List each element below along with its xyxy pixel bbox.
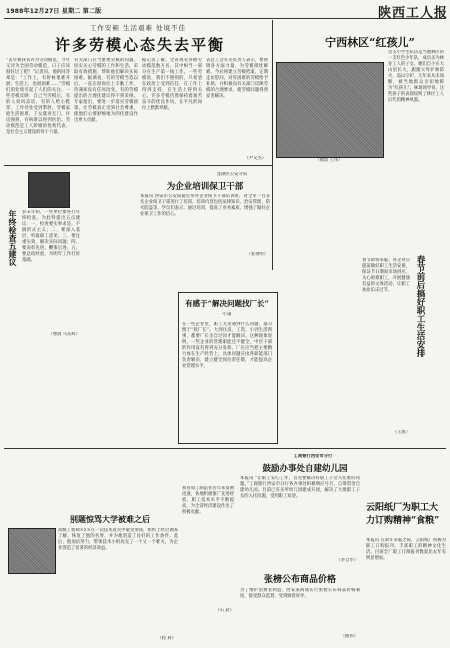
nursery-headline: 鼓励办事处自建幼儿园 — [262, 464, 348, 474]
sidebar-byline: （曹润 马东辉） — [48, 332, 80, 337]
section-rule-1 — [4, 165, 272, 166]
lead-kicker: 工作安顿 生活艰难 处境不佳 — [89, 24, 187, 32]
train-headline: 为企业培训保卫干部 — [166, 182, 244, 192]
lead-body-col2: 有关部门应当重视劳模的问题，切实关心劳模的工作和生活，采取有效措施，帮助他们解决实际困难。据调查，有的劳模当选以后，一直在原岗位上辛勤工作，待遇却没有任何改变。有的劳模提出的合理化建议得不到采纳。专家指出，要进一步落实劳模政策，让劳模真正受到社会尊重，使他们心情舒畅地为四化建设作出更大贡献。 — [74, 58, 138, 123]
market-body: 为了维护消费者利益，西安某商场实行张榜公布商品价格制度，接受群众监督，受到顾客好评。 — [240, 588, 360, 599]
market-headline: 张榜公布商品价格 — [263, 575, 336, 585]
lead-body-col3: 据记者了解，全省现有各级劳动模范数万名，其中相当一部分在生产第一线工作。一些劳模说，我们不图别的，只希望在政治上受到信任，在工作上得到支持，在生活上得到关心。许多劳模仍然保持着艰苦奋斗的优良作风，在平凡的岗位上默默奉献。 — [142, 58, 202, 111]
nursery-byline: （李自华） — [336, 558, 358, 563]
girl-photo-caption: （摄影 王伟） — [315, 158, 343, 163]
middle-body: 我省加工制造业近年来发展迅速，各地积极推广先进经验，职工技术水平不断提高，为全省经济建设作出了积极贡献。 — [182, 486, 234, 515]
sidebar-body: 岁末年初，一些单位要进行年终检查。为此特提出五点建议：一、检查要实事求是，不搞形式主义；二、要深入基层，听取职工意见；三、要注重实效，解决实际问题；四、要表彰先进，鞭策后进；五、要总结经验，为明年工作打好基础。 — [22, 210, 80, 263]
cloud-body: 本报讯 在新年来临之际，云阳纸厂积极为职工订购报刊，丰富职工的精神文化生活。目前全厂职工订阅报刊数量比去年有明显增加。 — [366, 538, 446, 561]
masthead-rule — [4, 18, 446, 19]
section-rule-2 — [4, 448, 446, 449]
solve-body: 在一些企业里，职工无论遇到什么问题，都习惯于“找厂长”。大到住房、工资，小到生活琐事，都要厂长亲自过问才能解决。这种现象说明，一些企业的管理职能还不健全，中层干部的作用没有得到充分发挥。厂长应当把主要精力放在生产经营上，具体问题应由各职能部门负责解决，建立健全岗位责任制，才能提高企业管理水平。 — [182, 322, 272, 369]
gao-body: 高级工程师×××在一次技术攻关中蒙受委屈，组织上经过调查了解，恢复了他的名誉，并为他创造了良好的工作条件。此后，他加倍努力，带领技术小组攻克了一个又一个难关，为企业创造了显著的经济效益。 — [58, 528, 178, 551]
gao-byline: （程 莉） — [157, 636, 176, 641]
sidebar-title: 年终检查五建议 — [8, 210, 18, 266]
train-kicker: 莲湖区公安分局 — [216, 172, 248, 177]
gao-headline: 别题惊骂大学被难之后 — [70, 514, 150, 524]
train-byline: （张勇明） — [246, 252, 268, 257]
lead-headline: 许多劳模心态失去平衡 — [54, 36, 225, 54]
spring-title: 春节前后搞好职工生活安排 — [415, 255, 425, 357]
girl-headline: 宁西林区“红孩儿” — [325, 36, 415, 49]
lead-body-col4: 省总工会有关负责人表示，要协调各方面力量，为劳模排忧解难。今后将建立劳模档案，定期走访慰问，对有困难的劳模给予补助，并积极向有关部门反映劳模的合理要求，使劳模问题得到妥善解决。 — [206, 58, 268, 99]
girl-body: 这支小学生队伍是当地林区的一支红色少年队，成员多为林业工人的子女。她们自小在大山里长大，跟随父母护林防火，巡山守护，几年来从未间断，被当地群众亲切地称为“红孩儿”。林场领导说，这些孩子的表现说明了林区工人后代的精神风貌。 — [388, 50, 444, 103]
nursery-body: 本报讯 “让职工安心工作，首先要解决好职工子女入托难的问题。”工商银行西安市分行各办事处积极响应号召，自筹资金自建幼儿园。目前已有多所幼儿园建成开园，解决了大批职工子女的入托问题，受到职工欢迎。 — [240, 476, 360, 499]
solve-headline: 有感于“解决问题找厂长” — [185, 299, 269, 308]
train-body: 本报讯 西安市公安局最近举办企业保卫干部培训班，对全市一百多名企业保卫干部进行了培训。培训内容包括法律知识、治安管理、防火防盗等。学员们表示，通过培训，提高了业务素质，增强了做好企业保卫工作的信心。 — [140, 194, 270, 217]
gao-photo — [8, 528, 56, 574]
lead-body-col1: “去年被我省评为劳动模范，今年又评为全国劳动模范，日子应该很好过了吧？”记者问。他的回答却是：“工作上，有时候很难开展；生活上，也很困难……”劳模们的处境引起了人们的关注。一些劳模反映：自己当劳模后，有的人说风凉话，有的人给小鞋穿，工作处处受到掣肘。劳模家庭生活困难，子女就业无门，住房拥挤，有病难以得到医治。劳动模范是工人阶级的优秀代表，是社会主义建设的骨干力量。 — [6, 58, 70, 135]
issue-date: 1988年12月27日 星期二 第二版 — [6, 8, 102, 15]
girl-photo — [276, 62, 384, 158]
solve-byline-head: ·小董· — [221, 312, 233, 317]
spring-body: 春节即将来临，各企业应提前做好职工生活安排，保证节日期间市场供应，关心困难职工，开展健康有益的文体活动，让职工欢欢乐乐过节。 — [362, 258, 410, 293]
market-byline: （熊伟） — [340, 634, 358, 639]
middle-byline: （石 武） — [215, 608, 234, 613]
spring-byline: （王凯） — [392, 430, 410, 435]
lead-byline: （尹文杰） — [244, 156, 266, 161]
cloud-headline: 云阳纸厂为职工大力订购精神“食粮” — [366, 503, 440, 526]
nursery-top-label: 工商银行西安市分行 — [293, 454, 333, 459]
col-rule — [272, 20, 273, 270]
sidebar-graphic — [28, 172, 70, 208]
newspaper-logo: 陕西工人报 — [377, 6, 448, 21]
